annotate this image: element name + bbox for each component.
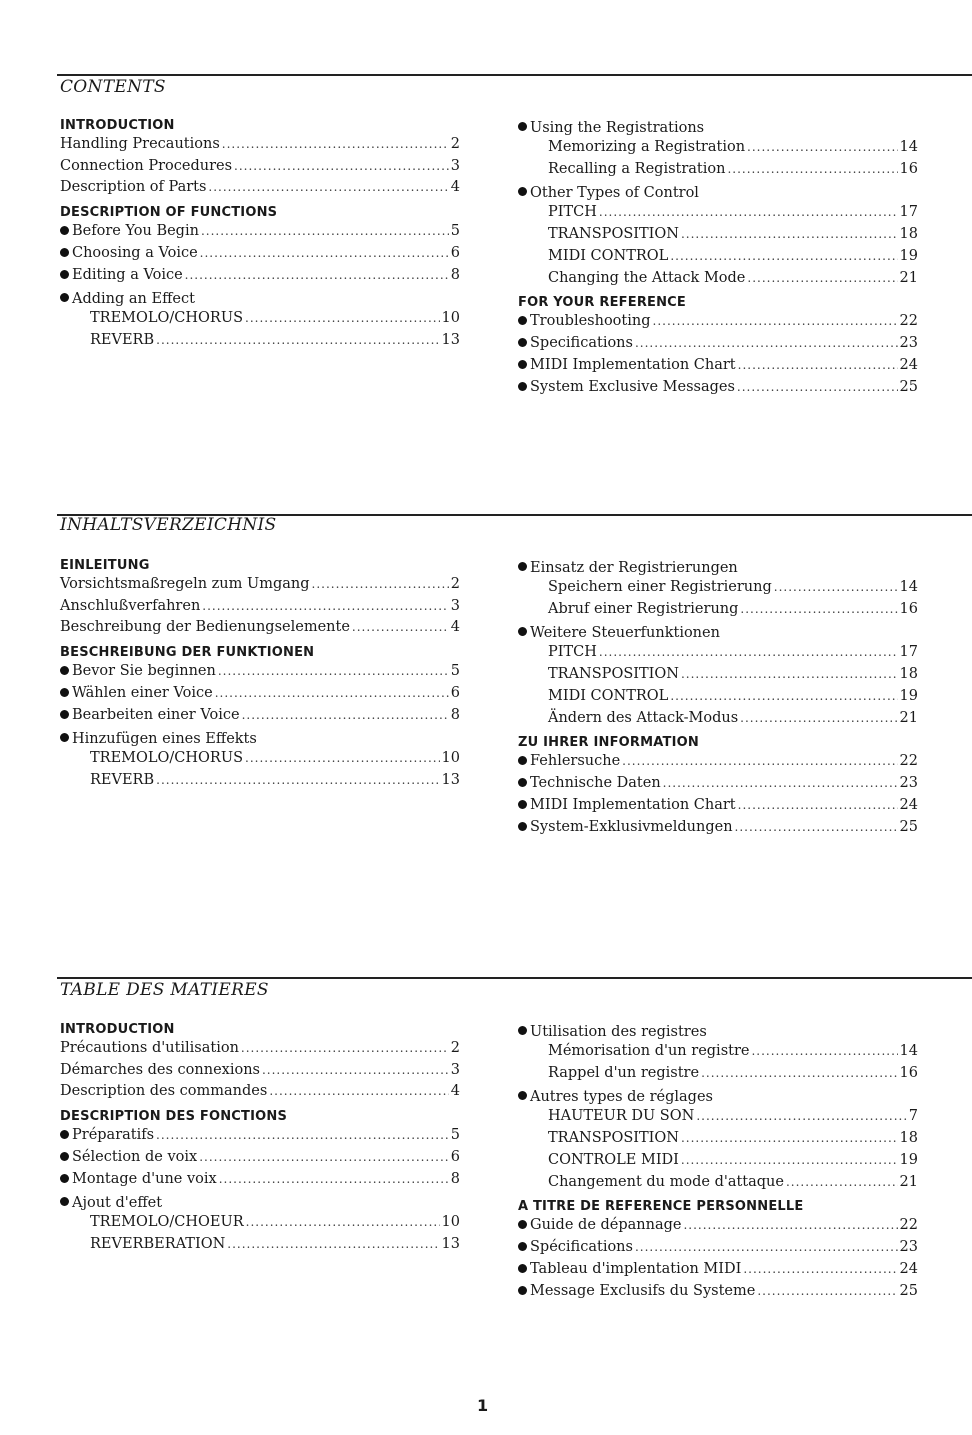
toc-group-label: Using the Registrations — [530, 120, 705, 136]
toc-entry — [518, 601, 918, 623]
dot-leader — [622, 753, 897, 769]
toc-entry-title: MIDI CONTROL — [548, 247, 669, 264]
dot-leader — [245, 310, 440, 326]
toc-entry-page: 4 — [450, 619, 460, 636]
bullet-icon — [518, 822, 527, 831]
toc-entry-page: 3 — [450, 157, 460, 174]
toc-entry-title: MIDI CONTROL — [548, 687, 669, 704]
toc-entry-title: Démarches des connexions — [60, 1061, 260, 1078]
toc-entry — [60, 598, 460, 620]
toc-entry-title: System-Exklusivmeldungen — [530, 818, 733, 835]
toc-entry — [60, 685, 460, 707]
toc-entry — [518, 1065, 918, 1087]
toc-entry-page: 18 — [899, 225, 918, 242]
toc-entry-title: Technische Daten — [530, 774, 661, 791]
toc-entry — [518, 313, 918, 335]
dot-leader — [740, 710, 897, 726]
toc-entry-page: 5 — [450, 1126, 460, 1143]
toc-group-label: Einsatz der Registrierungen — [530, 560, 738, 576]
toc-entry — [60, 136, 460, 158]
dot-leader — [185, 267, 449, 283]
bullet-icon — [60, 1174, 69, 1183]
toc-entry-title: REVERB — [90, 331, 155, 348]
bullet-icon — [60, 666, 69, 675]
toc-entry — [60, 619, 460, 641]
toc-entry-title: Handling Precautions — [60, 135, 220, 152]
toc-entry-title: Recalling a Registration — [548, 160, 726, 177]
dot-leader — [757, 1283, 897, 1299]
toc-group-label: Utilisation des registres — [530, 1024, 707, 1040]
bullet-icon — [60, 270, 69, 279]
dot-leader — [738, 797, 898, 813]
toc-entry-page: 22 — [899, 313, 918, 330]
toc-entry-title: Abruf einer Registrierung — [548, 600, 739, 617]
toc-entry — [518, 775, 918, 797]
toc-entry-page: 8 — [450, 706, 460, 723]
toc-heading: A TITRE DE REFERENCE PERSONNELLE — [518, 1199, 804, 1215]
toc-group — [60, 288, 460, 310]
toc-entry-page: 4 — [450, 1083, 460, 1100]
toc-entry — [518, 644, 918, 666]
toc-entry-title: Préparatifs — [72, 1126, 155, 1143]
dot-leader — [774, 579, 898, 595]
toc-entry-title: Speichern einer Registrierung — [548, 578, 772, 595]
toc-entry-page: 19 — [899, 687, 918, 704]
dot-leader — [218, 663, 449, 679]
toc-entry-title: PITCH — [548, 204, 597, 221]
toc-entry — [518, 335, 918, 357]
toc-entry — [518, 753, 918, 775]
toc-entry — [60, 1236, 460, 1258]
toc-entry-title: REVERB — [90, 771, 155, 788]
toc-group-label: Other Types of Control — [530, 185, 699, 202]
toc-entry — [518, 248, 918, 270]
toc-heading: INTRODUCTION — [60, 118, 175, 133]
toc-entry-title: Choosing a Voice — [72, 244, 198, 261]
dot-leader — [222, 136, 449, 152]
section-title: TABLE DES MATIERES — [60, 980, 269, 1000]
toc-entry — [60, 1083, 460, 1105]
toc-entry-page: 6 — [450, 1148, 460, 1165]
toc-column-left — [60, 1018, 460, 1258]
dot-leader — [670, 688, 897, 704]
toc-entry-title: TREMOLO/CHOEUR — [90, 1214, 244, 1231]
dot-leader — [227, 1236, 439, 1252]
bullet-icon — [60, 1130, 69, 1139]
toc-entry-title: PITCH — [548, 644, 597, 661]
bullet-icon — [518, 382, 527, 391]
toc-entry-page: 2 — [450, 575, 460, 592]
toc-group — [518, 557, 918, 579]
toc-entry — [518, 1108, 918, 1130]
toc-entry-page: 5 — [450, 222, 460, 239]
dot-leader — [312, 576, 449, 592]
toc-entry-title: Bevor Sie beginnen — [72, 662, 216, 679]
dot-leader — [234, 158, 449, 174]
toc-entry — [518, 710, 918, 732]
dot-leader — [199, 1149, 449, 1165]
toc-entry-title: HAUTEUR DU SON — [548, 1108, 695, 1125]
bullet-icon — [60, 1152, 69, 1161]
toc-entry-page: 16 — [899, 600, 918, 617]
toc-entry — [518, 688, 918, 710]
toc-entry-title: Mémorisation d'un registre — [548, 1042, 750, 1059]
toc-group — [60, 728, 460, 750]
toc-entry — [518, 1239, 918, 1261]
dot-leader — [635, 1239, 898, 1255]
dot-leader — [786, 1174, 898, 1190]
toc-entry-page: 21 — [899, 709, 918, 726]
dot-leader — [262, 1062, 449, 1078]
toc-entry-page: 2 — [450, 1039, 460, 1056]
bullet-icon — [518, 756, 527, 765]
toc-entry-title: MIDI Implementation Chart — [530, 356, 736, 373]
toc-entry-title: Description des commandes — [60, 1083, 268, 1100]
section-rule — [57, 977, 972, 979]
dot-leader — [735, 819, 898, 835]
toc-entry — [60, 179, 460, 201]
bullet-icon — [518, 122, 527, 131]
dot-leader — [696, 1108, 906, 1124]
toc-entry-page: 10 — [441, 1214, 460, 1231]
toc-group — [518, 622, 918, 644]
toc-entry-title: Ändern des Attack-Modus — [548, 709, 739, 726]
toc-entry-page: 23 — [899, 774, 918, 791]
dot-leader — [246, 1214, 440, 1230]
toc-entry-title: MIDI Implementation Chart — [530, 796, 736, 813]
toc-entry-page: 24 — [899, 796, 918, 813]
page-number: 1 — [477, 1396, 489, 1415]
toc-group — [518, 117, 918, 139]
toc-entry-page: 24 — [899, 356, 918, 373]
dot-leader — [747, 270, 897, 286]
dot-leader — [599, 644, 898, 660]
toc-entry — [60, 1040, 460, 1062]
dot-leader — [156, 332, 439, 348]
dot-leader — [352, 619, 449, 635]
toc-entry-page: 19 — [899, 247, 918, 264]
toc-entry-page: 17 — [899, 644, 918, 661]
bullet-icon — [60, 710, 69, 719]
toc-entry-title: TREMOLO/CHORUS — [90, 750, 244, 767]
toc-heading: ZU IHRER INFORMATION — [518, 735, 699, 751]
toc-entry — [60, 310, 460, 332]
toc-entry-title: Editing a Voice — [72, 266, 183, 283]
toc-entry-page: 2 — [450, 135, 460, 152]
toc-entry — [518, 1130, 918, 1152]
section-title: CONTENTS — [60, 77, 166, 97]
toc-entry — [518, 226, 918, 248]
toc-group-label: Autres types de réglages — [530, 1089, 713, 1106]
bullet-icon — [518, 1220, 527, 1229]
toc-entry-page: 16 — [899, 160, 918, 177]
toc-group — [60, 1192, 460, 1214]
dot-leader — [663, 775, 898, 791]
dot-leader — [242, 707, 449, 723]
dot-leader — [751, 1043, 897, 1059]
toc-entry-title: Specifications — [530, 334, 633, 351]
toc-entry-title: TRANSPOSITION — [548, 225, 679, 242]
dot-leader — [681, 666, 898, 682]
toc-group-label: Adding an Effect — [72, 291, 195, 308]
dot-leader — [727, 161, 897, 177]
toc-entry-title: Connection Procedures — [60, 157, 233, 174]
toc-entry-title: Sélection de voix — [72, 1148, 198, 1165]
toc-entry-title: Wählen einer Voice — [72, 684, 213, 701]
bullet-icon — [60, 293, 69, 302]
dot-leader — [599, 204, 898, 220]
toc-entry-page: 8 — [450, 266, 460, 283]
toc-entry-page: 19 — [899, 1151, 918, 1168]
toc-entry-page: 18 — [899, 1129, 918, 1146]
toc-entry-title: Fehlersuche — [530, 753, 621, 770]
toc-entry-page: 14 — [899, 138, 918, 155]
toc-entry — [60, 223, 460, 245]
toc-group-label: Hinzufügen eines Effekts — [72, 731, 257, 748]
toc-entry-page: 13 — [441, 771, 460, 788]
toc-entry — [60, 663, 460, 685]
toc-entry — [60, 1214, 460, 1236]
toc-entry-page: 4 — [450, 179, 460, 196]
toc-entry-title: Message Exclusifs du Systeme — [530, 1282, 756, 1299]
toc-entry — [60, 332, 460, 354]
bullet-icon — [518, 1026, 527, 1035]
toc-entry-title: Vorsichtsmaßregeln zum Umgang — [60, 575, 310, 592]
toc-heading: EINLEITUNG — [60, 558, 150, 573]
toc-column-left — [60, 554, 460, 794]
toc-entry-page: 25 — [899, 1282, 918, 1299]
toc-entry-page: 25 — [899, 818, 918, 835]
dot-leader — [635, 335, 898, 351]
toc-entry-page: 21 — [899, 1173, 918, 1190]
toc-entry-page: 23 — [899, 334, 918, 351]
toc-entry-title: Description of Parts — [60, 179, 207, 196]
toc-entry — [60, 707, 460, 729]
toc-entry-page: 13 — [441, 1235, 460, 1252]
toc-entry-title: Précautions d'utilisation — [60, 1039, 239, 1056]
toc-entry — [518, 379, 918, 401]
toc-entry-title: TREMOLO/CHORUS — [90, 310, 244, 327]
bullet-icon — [518, 1286, 527, 1295]
section-title: INHALTSVERZEICHNIS — [60, 515, 277, 535]
bullet-icon — [60, 248, 69, 257]
toc-group — [518, 1086, 918, 1108]
dot-leader — [701, 1065, 897, 1081]
bullet-icon — [518, 316, 527, 325]
dot-leader — [241, 1040, 449, 1056]
toc-entry-page: 6 — [450, 684, 460, 701]
toc-entry-page: 13 — [441, 331, 460, 348]
bullet-icon — [518, 562, 527, 571]
toc-group-label: Weitere Steuerfunktionen — [530, 625, 720, 642]
bullet-icon — [518, 1242, 527, 1251]
toc-entry-page: 8 — [450, 1170, 460, 1187]
dot-leader — [202, 598, 448, 614]
toc-entry — [518, 204, 918, 226]
toc-entry-title: Changing the Attack Mode — [548, 269, 746, 286]
toc-group — [518, 182, 918, 204]
toc-group-label: Ajout d'effet — [72, 1195, 163, 1212]
toc-entry-page: 22 — [899, 753, 918, 770]
toc-entry — [518, 797, 918, 819]
toc-entry-title: Bearbeiten einer Voice — [72, 706, 240, 723]
bullet-icon — [60, 1197, 69, 1206]
bullet-icon — [518, 800, 527, 809]
toc-entry-title: Spécifications — [530, 1238, 633, 1255]
dot-leader — [201, 223, 449, 239]
dot-leader — [738, 357, 898, 373]
toc-entry-title: Memorizing a Registration — [548, 138, 746, 155]
dot-leader — [681, 1152, 898, 1168]
bullet-icon — [518, 1264, 527, 1273]
toc-entry-page: 14 — [899, 1042, 918, 1059]
section-rule — [57, 74, 972, 76]
toc-heading: DESCRIPTION DES FONCTIONS — [60, 1109, 288, 1125]
toc-column-left — [60, 114, 460, 354]
toc-entry-title: Troubleshooting — [530, 313, 651, 330]
toc-entry-page: 17 — [899, 204, 918, 221]
dot-leader — [245, 750, 440, 766]
toc-entry-page: 24 — [899, 1260, 918, 1277]
dot-leader — [156, 1127, 449, 1143]
toc-entry — [60, 750, 460, 772]
dot-leader — [269, 1083, 448, 1099]
toc-entry — [518, 357, 918, 379]
toc-entry-title: Rappel d'un registre — [548, 1064, 700, 1081]
toc-entry — [518, 1217, 918, 1239]
toc-entry-title: TRANSPOSITION — [548, 1129, 679, 1146]
toc-entry-page: 18 — [899, 665, 918, 682]
toc-entry — [518, 819, 918, 841]
toc-entry — [60, 1149, 460, 1171]
toc-column-right — [518, 557, 918, 840]
toc-heading: BESCHREIBUNG DER FUNKTIONEN — [60, 645, 315, 661]
bullet-icon — [60, 688, 69, 697]
toc-entry-title: CONTROLE MIDI — [548, 1151, 679, 1168]
dot-leader — [681, 1130, 898, 1146]
dot-leader — [740, 601, 897, 617]
toc-entry — [60, 772, 460, 794]
toc-heading: INTRODUCTION — [60, 1022, 175, 1037]
toc-entry-title: System Exclusive Messages — [530, 378, 735, 395]
toc-entry-title: Beschreibung der Bedienungselemente — [60, 619, 350, 636]
toc-entry — [518, 1261, 918, 1283]
toc-entry — [518, 1043, 918, 1065]
dot-leader — [747, 139, 898, 155]
bullet-icon — [60, 733, 69, 742]
toc-entry — [60, 1171, 460, 1193]
toc-entry-page: 7 — [908, 1108, 918, 1125]
toc-entry-page: 23 — [899, 1238, 918, 1255]
toc-entry-page: 14 — [899, 578, 918, 595]
toc-entry — [60, 1127, 460, 1149]
toc-entry — [518, 270, 918, 292]
toc-entry-page: 25 — [899, 378, 918, 395]
toc-entry-page: 10 — [441, 310, 460, 327]
toc-entry — [518, 139, 918, 161]
dot-leader — [670, 248, 897, 264]
toc-entry — [60, 576, 460, 598]
toc-entry — [60, 267, 460, 289]
bullet-icon — [518, 338, 527, 347]
toc-column-right — [518, 117, 918, 400]
toc-entry-title: Before You Begin — [72, 222, 199, 239]
toc-entry — [60, 245, 460, 267]
dot-leader — [219, 1171, 449, 1187]
dot-leader — [215, 685, 449, 701]
toc-entry-title: Guide de dépannage — [530, 1217, 682, 1234]
dot-leader — [208, 179, 448, 195]
toc-entry-title: REVERBERATION — [90, 1235, 226, 1252]
toc-group — [518, 1021, 918, 1043]
toc-entry-page: 21 — [899, 269, 918, 286]
bullet-icon — [518, 360, 527, 369]
toc-entry-page: 5 — [450, 662, 460, 679]
toc-entry — [518, 161, 918, 183]
dot-leader — [683, 1217, 897, 1233]
toc-entry-page: 6 — [450, 244, 460, 261]
toc-entry — [60, 1062, 460, 1084]
dot-leader — [737, 379, 898, 395]
toc-entry-page: 3 — [450, 1061, 460, 1078]
toc-entry — [518, 1283, 918, 1305]
bullet-icon — [60, 226, 69, 235]
toc-entry-title: TRANSPOSITION — [548, 665, 679, 682]
toc-entry-page: 16 — [899, 1064, 918, 1081]
bullet-icon — [518, 778, 527, 787]
toc-heading: DESCRIPTION OF FUNCTIONS — [60, 205, 278, 221]
bullet-icon — [518, 187, 527, 196]
dot-leader — [681, 226, 898, 242]
toc-entry-title: Anschlußverfahren — [60, 597, 201, 614]
bullet-icon — [518, 627, 527, 636]
bullet-icon — [518, 1091, 527, 1100]
toc-entry-page: 22 — [899, 1217, 918, 1234]
toc-column-right — [518, 1021, 918, 1304]
toc-entry-page: 10 — [441, 750, 460, 767]
toc-entry-page: 3 — [450, 597, 460, 614]
toc-entry — [60, 158, 460, 180]
dot-leader — [200, 245, 449, 261]
toc-entry — [518, 666, 918, 688]
dot-leader — [653, 313, 898, 329]
toc-entry-title: Changement du mode d'attaque — [548, 1173, 784, 1190]
toc-heading: FOR YOUR REFERENCE — [518, 295, 687, 311]
toc-entry — [518, 1174, 918, 1196]
toc-entry-title: Montage d'une voix — [72, 1170, 217, 1187]
dot-leader — [156, 772, 439, 788]
toc-entry — [518, 579, 918, 601]
toc-entry — [518, 1152, 918, 1174]
toc-entry-title: Tableau d'implentation MIDI — [530, 1260, 742, 1277]
dot-leader — [743, 1261, 897, 1277]
